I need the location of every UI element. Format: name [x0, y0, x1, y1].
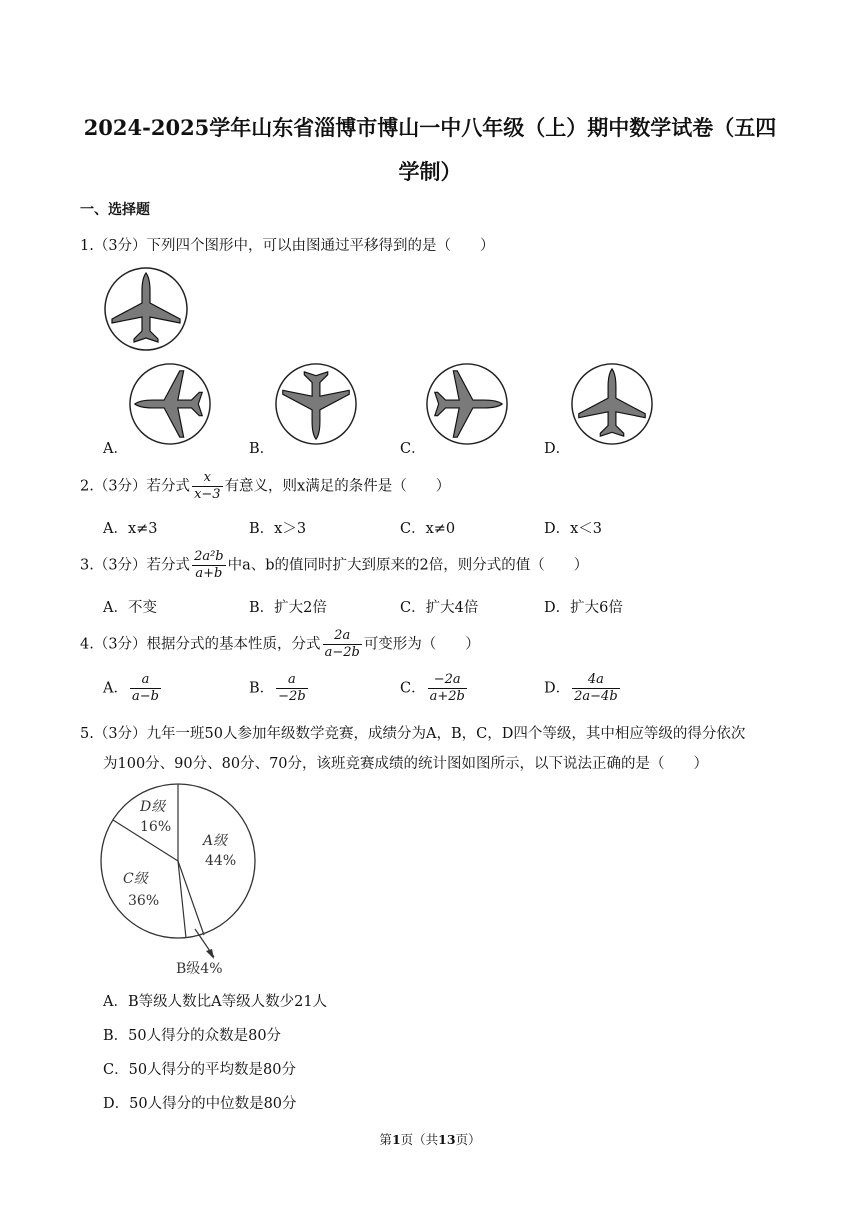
q2-option-d: D．x＜3 — [544, 521, 603, 537]
pie-c-label: C级 — [123, 871, 148, 887]
q2-frac-numerator: x — [192, 470, 223, 487]
q1-option-a-label: A． — [103, 441, 128, 457]
q2-prefix: 2.（3分）若分式 — [80, 478, 191, 495]
option-a-plane-icon — [128, 362, 212, 446]
q4-option-b — [249, 672, 310, 705]
q5-option-d: D．50人得分的中位数是80分 — [103, 1096, 297, 1112]
pie-b-label: B级4% — [176, 961, 223, 977]
footer-post: 页） — [455, 1132, 481, 1147]
section-heading: 一、选择题 — [80, 202, 150, 218]
q4-option-c-label: C． — [400, 680, 426, 697]
q4-option-c — [400, 672, 469, 705]
q4-b-denominator: −2b — [278, 689, 306, 704]
pie-d-label: D级 — [140, 799, 166, 815]
grade-pie-chart — [98, 783, 263, 978]
q2-option-a: A．x≠3 — [103, 521, 158, 537]
option-b-plane-icon — [274, 362, 358, 446]
q2-option-b: B．x＞3 — [249, 521, 307, 537]
q2-fraction — [192, 470, 223, 503]
footer-total-pages: 13 — [438, 1132, 456, 1147]
title-line-1: 2024-2025学年山东省淄博市博山一中八年级（上）期中数学试卷（五四 — [83, 115, 777, 140]
q4-prefix: 4.（3分）根据分式的基本性质，分式 — [80, 636, 321, 653]
pie-a-label: A级 — [203, 833, 228, 849]
q3-option-b: B．扩大2倍 — [249, 600, 327, 616]
pie-b-arrow-head — [206, 949, 214, 959]
q4-suffix: 可变形为（ ） — [363, 636, 480, 653]
q5-option-a: A．B等级人数比A等级人数少21人 — [103, 994, 328, 1010]
question-5-line-2: 为100分、90分、80分、70分，该班竞赛成绩的统计图如图所示，以下说法正确的是（ ） — [103, 756, 709, 772]
q4-option-a-label: A． — [103, 680, 128, 697]
title-line-2: 学制） — [398, 159, 462, 184]
option-d-plane-icon — [570, 362, 654, 446]
q2-suffix: 有意义，则x满足的条件是（ ） — [224, 478, 451, 495]
q4-option-d — [544, 672, 622, 705]
question-4-stem — [80, 628, 480, 661]
q4-option-a-fraction — [130, 672, 161, 705]
q4-a-denominator: a−b — [131, 689, 159, 704]
question-1-stem: 1.（3分）下列四个图形中，可以由图通过平移得到的是（ ） — [80, 238, 495, 254]
q4-option-b-label: B． — [249, 680, 275, 697]
footer-page-number: 1 — [391, 1132, 401, 1147]
q5-option-b: B．50人得分的众数是80分 — [103, 1028, 282, 1044]
q3-frac-denominator: a+b — [195, 566, 223, 581]
q4-option-d-fraction — [572, 672, 620, 705]
q5-option-c: C．50人得分的平均数是80分 — [103, 1062, 296, 1078]
q4-fraction — [323, 628, 362, 661]
q4-frac-numerator: 2a — [323, 628, 362, 645]
q3-prefix: 3.（3分）若分式 — [80, 557, 191, 574]
pie-d-pct: 16% — [140, 819, 172, 835]
q1-option-c-label: C． — [400, 441, 426, 457]
q3-option-d: D．扩大6倍 — [544, 600, 623, 616]
footer-mid: 页（共 — [400, 1132, 439, 1147]
q2-option-c: C．x≠0 — [400, 521, 456, 537]
q1-option-b-label: B． — [249, 441, 275, 457]
q4-c-denominator: a+2b — [429, 689, 465, 704]
question-3-stem — [80, 549, 588, 582]
q4-b-numerator: a — [276, 672, 308, 689]
q2-frac-denominator: x−3 — [194, 487, 221, 502]
q4-frac-denominator: a−2b — [324, 645, 360, 660]
q4-d-numerator: 4a — [572, 672, 620, 689]
question-5-line-1: 5.（3分）九年一班50人参加年级数学竞赛，成绩分为A，B，C，D四个等级，其中相应等级的得分依次 — [80, 726, 746, 742]
q3-option-a: A．不变 — [103, 600, 157, 616]
option-c-plane-icon — [425, 362, 509, 446]
q3-option-c: C．扩大4倍 — [400, 600, 479, 616]
pie-c-pct: 36% — [128, 893, 160, 909]
q4-option-d-label: D． — [544, 680, 571, 697]
q4-c-numerator: −2a — [428, 672, 467, 689]
footer-pre: 第 — [379, 1132, 392, 1147]
q4-option-c-fraction — [428, 672, 467, 705]
question-2-stem — [80, 470, 450, 503]
q3-suffix: 中a、b的值同时扩大到原来的2倍，则分式的值（ ） — [227, 557, 589, 574]
q3-fraction — [192, 549, 226, 582]
page-footer — [0, 1130, 860, 1148]
q1-option-d-label: D． — [544, 441, 571, 457]
q3-frac-numerator: 2a²b — [194, 549, 224, 564]
q4-a-numerator: a — [130, 672, 161, 689]
q4-d-denominator: 2a−4b — [574, 689, 618, 704]
pie-a-pct: 44% — [205, 853, 237, 869]
q4-option-a — [103, 672, 163, 705]
reference-plane-icon — [103, 266, 189, 352]
q4-option-b-fraction — [276, 672, 308, 705]
